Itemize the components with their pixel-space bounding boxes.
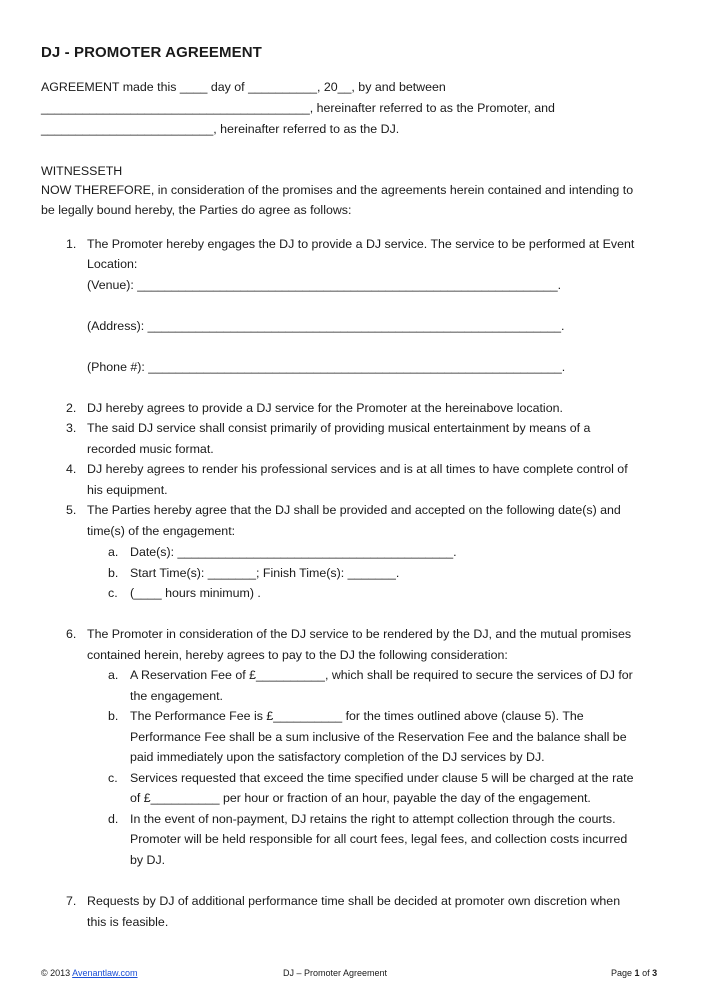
page-of: of <box>642 968 650 978</box>
total-pages: 3 <box>652 968 658 978</box>
clause-6d-line-3: by DJ. <box>130 853 166 867</box>
clause-6c-line-2: of £__________ per hour or fraction of an hour, payable the day of the engagement. <box>130 791 591 805</box>
clause-5c-letter: c. <box>108 586 118 600</box>
copyright-text: © 2013 <box>41 968 71 978</box>
clause-5-line-1: The Parties hereby agree that the DJ shall be provided and accepted on the following date(s) and <box>87 503 621 517</box>
intro-line-3: _________________________, hereinafter referred to as the DJ. <box>41 122 400 136</box>
clause-6c-letter: c. <box>108 771 118 785</box>
venue-field: (Venue): _____________________________________________________________. <box>87 278 562 292</box>
intro-line-2: _______________________________________, hereinafter referred to as the Promoter, and <box>41 101 555 115</box>
current-page: 1 <box>634 968 640 978</box>
witnesseth-heading: WITNESSETH <box>41 164 123 178</box>
clause-2-line-1: DJ hereby agrees to provide a DJ service for the Promoter at the hereinabove location. <box>87 401 563 415</box>
dates-field: Date(s): ________________________________________. <box>130 545 457 559</box>
clause-7-line-2: this is feasible. <box>87 915 169 929</box>
clause-6b-line-3: paid immediately upon the satisfactory completion of the DJ services by DJ. <box>130 750 545 764</box>
clause-6a-letter: a. <box>108 668 119 682</box>
clause-1-number: 1. <box>66 237 77 251</box>
clause-6b-letter: b. <box>108 709 119 723</box>
clause-2-number: 2. <box>66 401 77 415</box>
clause-5-line-2: time(s) of the engagement: <box>87 524 236 538</box>
clause-6d-line-2: Promoter will be held responsible for all court fees, legal fees, and collection costs incurred <box>130 832 628 846</box>
preamble-line-2: be legally bound hereby, the Parties do agree as follows: <box>41 203 352 217</box>
clause-6b-line-2: Performance Fee shall be a sum inclusive of the Reservation Fee and the balance shall be <box>130 730 627 744</box>
clause-6-number: 6. <box>66 627 77 641</box>
phone-field: (Phone #): ____________________________________________________________. <box>87 360 566 374</box>
footer-page-number <box>611 968 657 979</box>
clause-3-number: 3. <box>66 421 77 435</box>
intro-line-1: AGREEMENT made this ____ day of __________, 20__, by and between <box>41 80 446 94</box>
hours-minimum-field: (____ hours minimum) . <box>130 586 261 600</box>
clause-5-number: 5. <box>66 503 77 517</box>
clause-6-line-2: contained herein, hereby agrees to pay to the DJ the following consideration: <box>87 648 508 662</box>
clause-4-line-1: DJ hereby agrees to render his professional services and is at all times to have complete control of <box>87 462 628 476</box>
clause-7-line-1: Requests by DJ of additional performance time shall be decided at promoter own discretion when <box>87 894 621 908</box>
document-title: DJ - PROMOTER AGREEMENT <box>41 44 262 61</box>
address-field: (Address): ____________________________________________________________. <box>87 319 565 333</box>
clause-6c-line-1: Services requested that exceed the time specified under clause 5 will be charged at the rate <box>130 771 634 785</box>
clause-4-number: 4. <box>66 462 77 476</box>
clause-5a-letter: a. <box>108 545 119 559</box>
clause-3-line-2: recorded music format. <box>87 442 214 456</box>
clause-6d-letter: d. <box>108 812 119 826</box>
clause-6d-line-1: In the event of non-payment, DJ retains the right to attempt collection through the courts. <box>130 812 616 826</box>
clause-6b-line-1: The Performance Fee is £__________ for the times outlined above (clause 5). The <box>130 709 584 723</box>
site-link[interactable]: Avenantlaw.com <box>72 968 138 978</box>
times-field: Start Time(s): _______; Finish Time(s): _______. <box>130 566 400 580</box>
clause-5b-letter: b. <box>108 566 119 580</box>
clause-6-line-1: The Promoter in consideration of the DJ service to be rendered by the DJ, and the mutual promises <box>87 627 632 641</box>
clause-3-line-1: The said DJ service shall consist primarily of providing musical entertainment by means of a <box>87 421 591 435</box>
footer-copyright <box>41 968 138 979</box>
footer-document-name: DJ – Promoter Agreement <box>283 968 388 978</box>
clause-1-line-2: Location: <box>87 257 138 271</box>
clause-6a-line-1: A Reservation Fee of £__________, which shall be required to secure the services of DJ for <box>130 668 633 682</box>
clause-6a-line-2: the engagement. <box>130 689 224 703</box>
clause-1-line-1: The Promoter hereby engages the DJ to provide a DJ service. The service to be performed at Event <box>87 237 635 251</box>
page-label: Page <box>611 968 633 978</box>
clause-4-line-2: his equipment. <box>87 483 168 497</box>
clause-7-number: 7. <box>66 894 77 908</box>
preamble-line-1: NOW THEREFORE, in consideration of the promises and the agreements herein contained and intending to <box>41 183 634 197</box>
